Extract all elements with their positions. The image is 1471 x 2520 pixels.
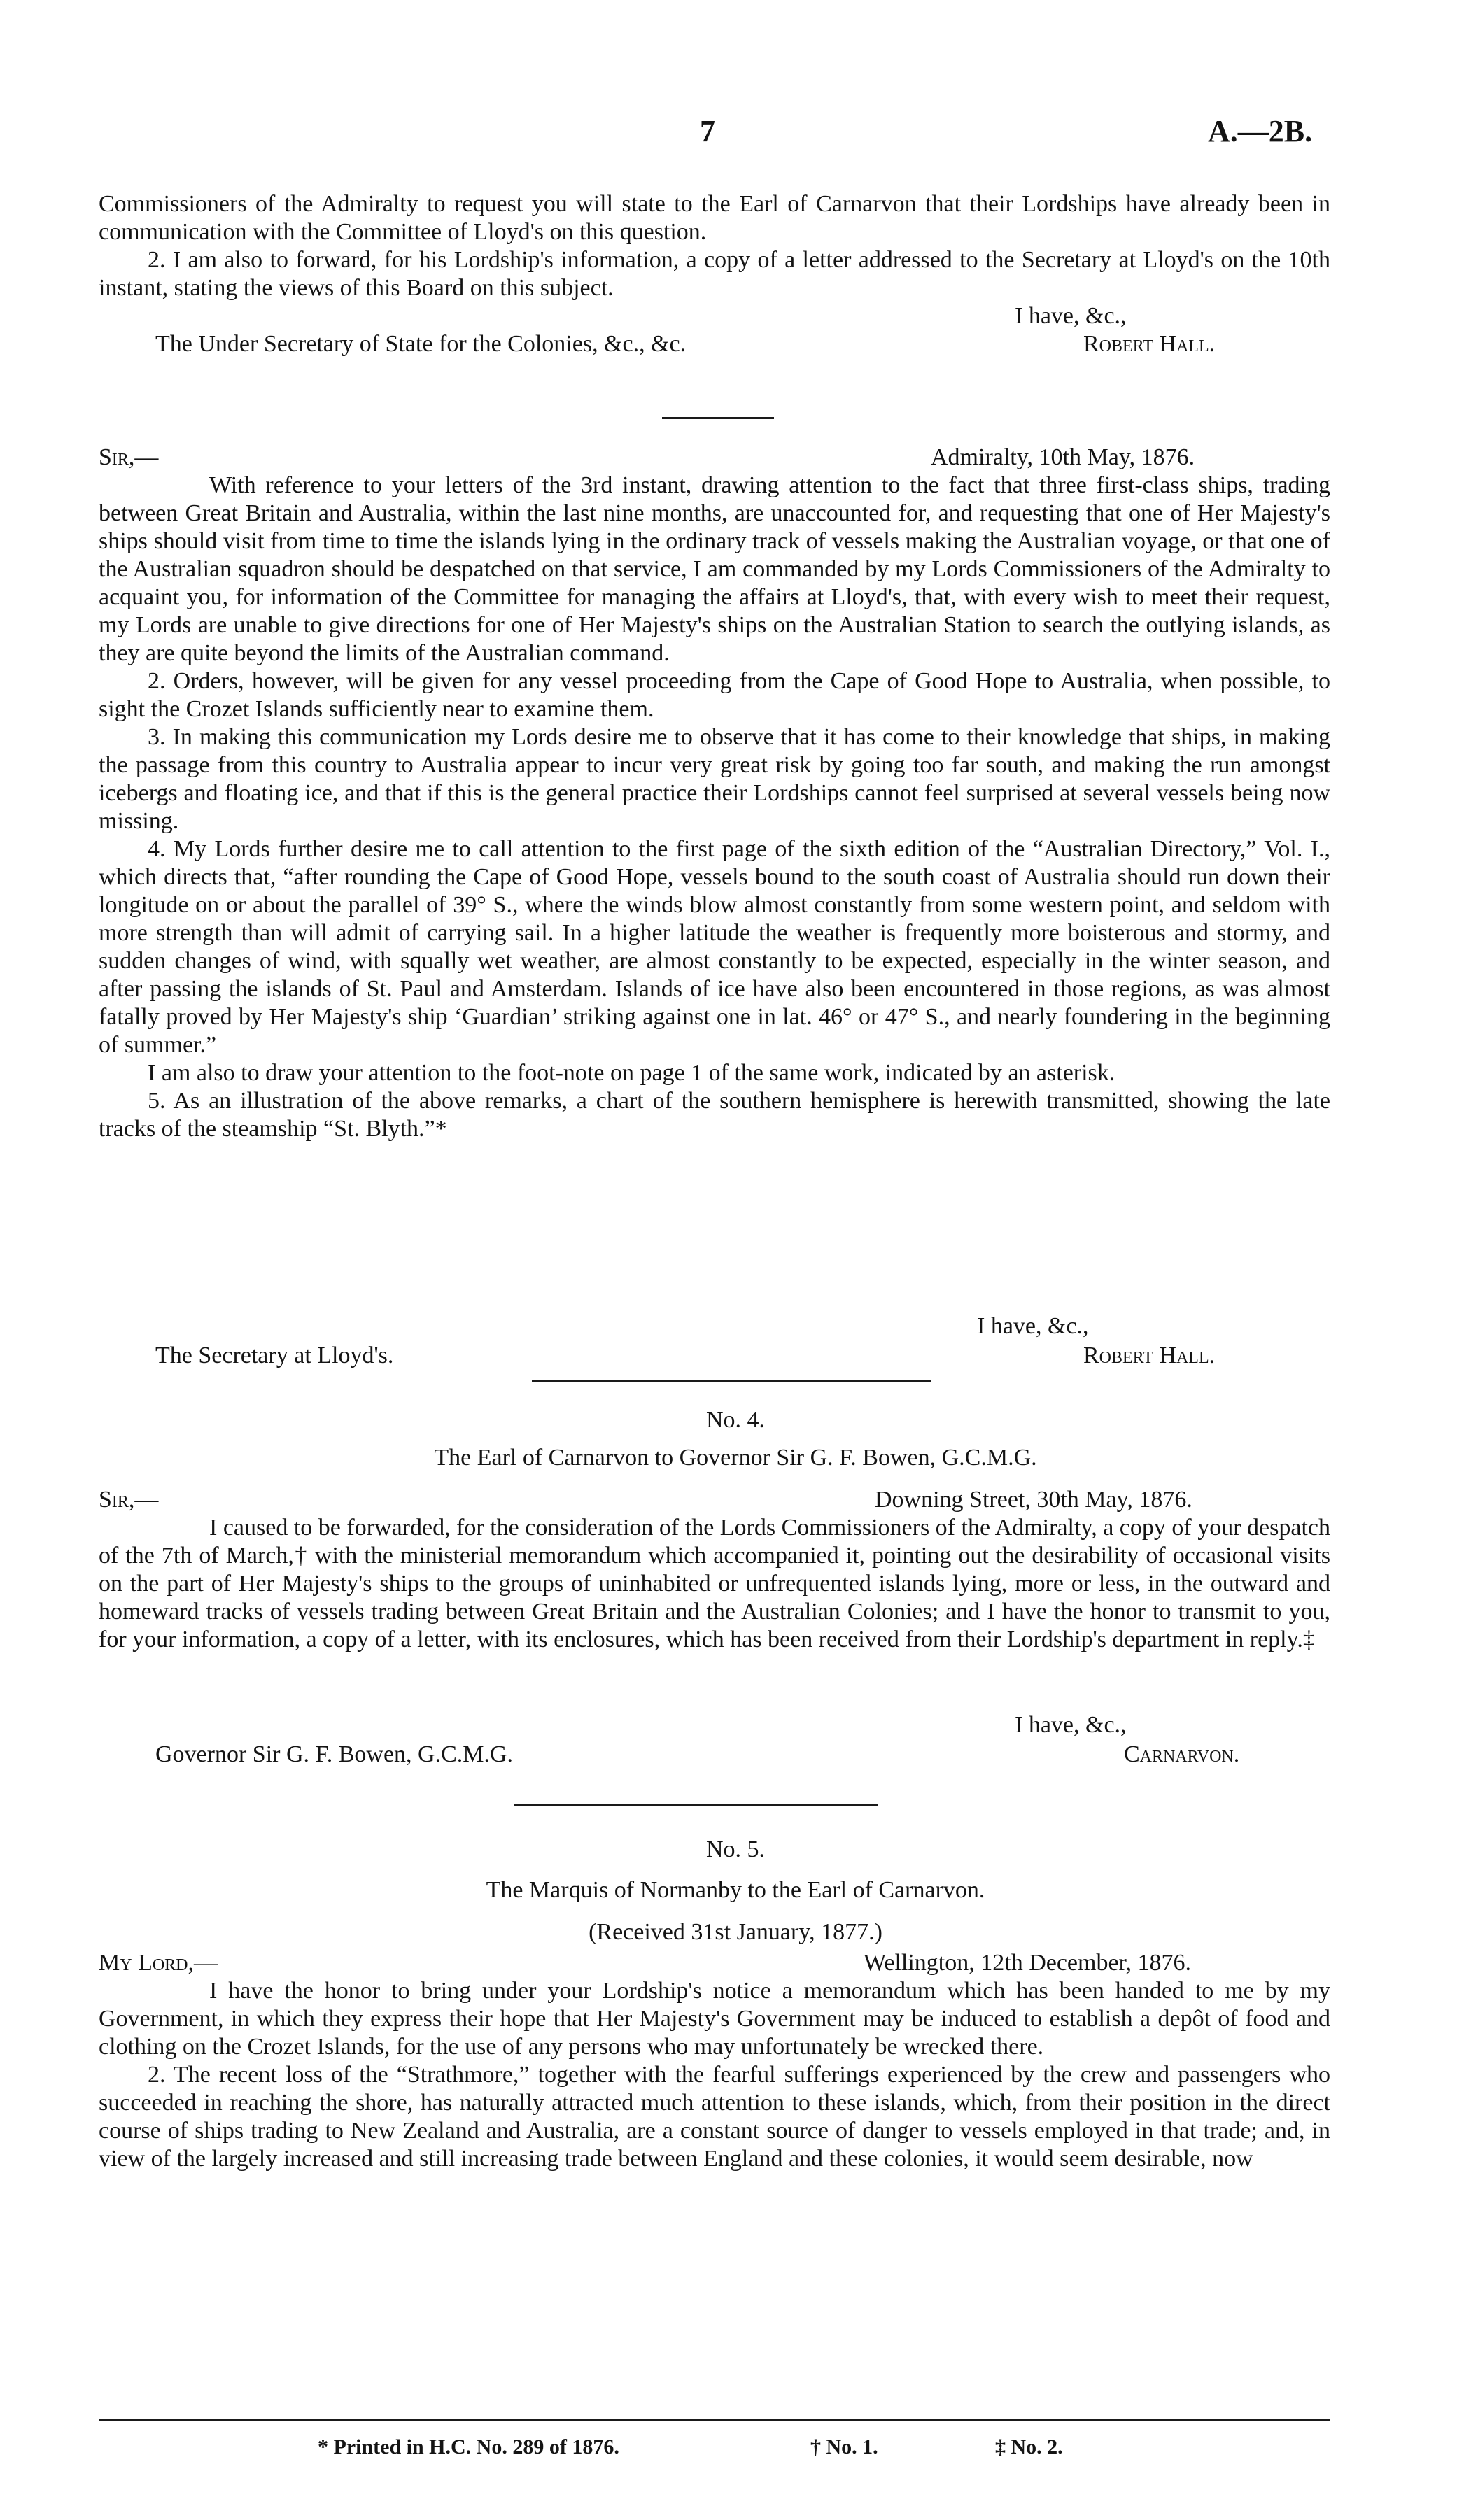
letter-top-body <box>99 190 1330 302</box>
salutation: Sir,— <box>99 1487 159 1513</box>
closing: I have, &c., <box>977 1313 1089 1339</box>
signature: Carnarvon. <box>1124 1741 1240 1767</box>
footnote: ‡ No. 2. <box>995 2435 1063 2458</box>
paragraph: 2. The recent loss of the “Strathmore,” together with the fearful sufferings experienced by the crew and passengers who succeeded in reaching the shore, has naturally attracted much attention to these islands, which, from their position in the direct course of ships trading to New Zealand and Australia, are a constant source of danger to vessels employed in that trade; and, in view of the largely increased and still increasing trade between England and these colonies, it would seem desirable, now <box>99 2062 1330 2172</box>
signature: Robert Hall. <box>1083 331 1216 357</box>
place-date: Wellington, 12th December, 1876. <box>864 1950 1192 1976</box>
paragraph: With reference to your letters of the 3rd instant, drawing attention to the fact that three first-class ships, trading between Great Britain and Australia, within the last nine months, are unaccounted for, and requesting that one of Her Majesty's ships should visit from time to time the islands lying in the ordinary track of vessels making the Australian voyage, or that one of the Australian squadron should be despatched on that service, I am commanded by my Lords Commissioners of the Admiralty to acquaint you, for information of the Committee for managing the affairs at Lloyd's, that, with every wish to meet their request, my Lords are unable to give directions for one of Her Majesty's ships on the Australian Station to search the outlying islands, as they are quite beyond the limits of the Australian command. <box>99 472 1330 666</box>
section-number: No. 4. <box>705 1407 766 1433</box>
paragraph: I caused to be forwarded, for the consideration of the Lords Commissioners of the Admiralty, a copy of your despatch of the 7th of March,† with the ministerial memorandum which accompanied it, pointing out the desirability of occasional visits on the part of Her Majesty's ships to the groups of uninhabited or unfrequented islands lying, more or less, in the outward and homeward tracks of vessels trading between Great Britain and the Australian Colonies; and I have the honor to transmit to you, for your information, a copy of a letter, with its enclosures, which has been received from their Lordship's department in reply.‡ <box>99 1515 1330 1652</box>
footnote-divider <box>99 2419 1330 2421</box>
divider <box>662 417 774 419</box>
addressee: The Secretary at Lloyd's. <box>155 1343 394 1368</box>
footnote: * Printed in H.C. No. 289 of 1876. <box>318 2435 619 2458</box>
paragraph: 3. In making this communication my Lords desire me to observe that it has come to their knowledge that ships, in making the passage from this country to Australia appear to incur very great risk by going too far south, and making the run amongst icebergs and floating ice, and that if this is the general practice their Lordships cannot feel surprised at several vessels being now missing. <box>99 724 1330 834</box>
paragraph: 2. Orders, however, will be given for any vessel proceeding from the Cape of Good Hope to Australia, when possible, to sight the Crozet Islands sufficiently near to examine them. <box>99 668 1330 722</box>
document-reference: A.—2B. <box>1208 114 1313 148</box>
divider <box>532 1380 931 1382</box>
signature: Robert Hall. <box>1083 1343 1216 1368</box>
divider <box>514 1804 878 1806</box>
paragraph: 5. As an illustration of the above remarks, a chart of the southern hemisphere is herewith transmitted, showing the late tracks of the steamship “St. Blyth.”* <box>99 1088 1330 1142</box>
page-number: 7 <box>700 114 715 148</box>
place-date: Admiralty, 10th May, 1876. <box>931 444 1195 470</box>
closing: I have, &c., <box>1015 303 1127 329</box>
salutation: My Lord,— <box>99 1950 218 1976</box>
section-heading: The Marquis of Normanby to the Earl of Carnarvon. <box>486 1877 985 1903</box>
section-number: No. 5. <box>705 1836 766 1862</box>
section-heading: The Earl of Carnarvon to Governor Sir G. F. Bowen, G.C.M.G. <box>434 1445 1037 1471</box>
paragraph: I am also to draw your attention to the foot-note on page 1 of the same work, indicated by an asterisk. <box>148 1060 1115 1086</box>
paragraph: Commissioners of the Admiralty to request you will state to the Earl of Carnarvon that their Lordships have already been in communication with the Committee of Lloyd's on this question. <box>99 191 1330 245</box>
place-date: Downing Street, 30th May, 1876. <box>875 1487 1192 1513</box>
paragraph: 2. I am also to forward, for his Lordship's information, a copy of a letter addressed to the Secretary at Lloyd's on the 10th instant, stating the views of this Board on this subject. <box>99 247 1330 301</box>
closing: I have, &c., <box>1015 1712 1127 1738</box>
paragraph: I have the honor to bring under your Lordship's notice a memorandum which has been handed to me by my Government, in which they express their hope that Her Majesty's Government may be induced to establish a depôt of food and clothing on the Crozet Islands, for the use of any persons who may unfortunately be wrecked there. <box>99 1978 1330 2060</box>
received-date: (Received 31st January, 1877.) <box>589 1919 882 1945</box>
footnote: † No. 1. <box>810 2435 878 2458</box>
letter-admiralty-body <box>99 472 1330 1143</box>
addressee: Governor Sir G. F. Bowen, G.C.M.G. <box>155 1741 514 1767</box>
no5-body <box>99 1977 1330 2173</box>
no4-body <box>99 1514 1330 1654</box>
paragraph: 4. My Lords further desire me to call attention to the first page of the sixth edition of the “Australian Directory,” Vol. I., which directs that, “after rounding the Cape of Good Hope, vessels bound to the south coast of Australia should run down their longitude on or about the parallel of 39° S., where the winds blow almost constantly from some western point, and seldom with more strength than will admit of carrying sail. In a higher latitude the weather is frequently more boisterous and stormy, and sudden changes of wind, with squally wet weather, are almost constantly to be expected, especially in the winter season, and after passing the islands of St. Paul and Amsterdam. Islands of ice have also been encountered in those regions, as was almost fatally proved by Her Majesty's ship ‘Guardian’ striking against one in lat. 46° or 47° S., and nearly foundering in the beginning of summer.” <box>99 836 1330 1058</box>
salutation: Sir,— <box>99 444 159 470</box>
addressee: The Under Secretary of State for the Colonies, &c., &c. <box>155 331 687 357</box>
